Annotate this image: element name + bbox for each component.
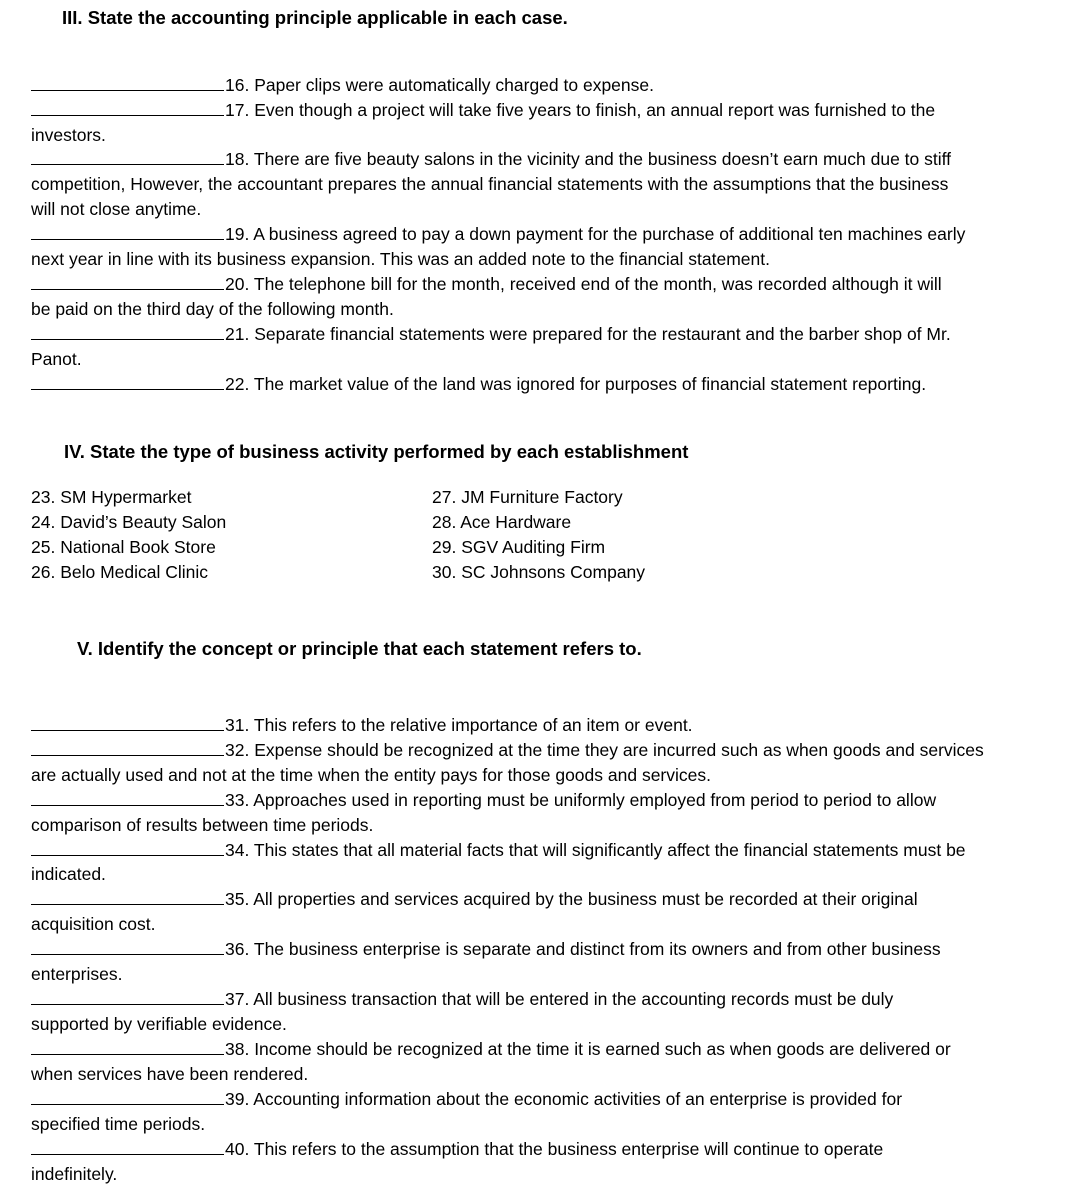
question-20-continuation: be paid on the third day of the following month. xyxy=(31,299,394,319)
question-16: 16. Paper clips were automatically charged to expense. xyxy=(31,73,1041,98)
question-36-continuation: enterprises. xyxy=(31,964,123,984)
question-17-continuation: investors. xyxy=(31,125,106,145)
answer-blank[interactable] xyxy=(31,372,224,390)
question-37-continuation: supported by verifiable evidence. xyxy=(31,1014,287,1034)
question-31: 31. This refers to the relative importance of an item or event. xyxy=(31,713,1041,738)
question-32-continuation: are actually used and not at the time when the entity pays for those goods and services. xyxy=(31,765,711,785)
question-32: 32. Expense should be recognized at the time they are incurred such as when goods and services xyxy=(31,738,1041,763)
question-33: 33. Approaches used in reporting must be uniformly employed from period to period to allow xyxy=(31,788,1041,813)
answer-blank[interactable] xyxy=(31,713,224,731)
establishment-30: 30. SC Johnsons Company xyxy=(432,562,646,582)
answer-blank[interactable] xyxy=(31,788,224,806)
establishment-29: 29. SGV Auditing Firm xyxy=(432,537,606,557)
question-37: 37. All business transaction that will be entered in the accounting records must be duly xyxy=(31,987,1041,1012)
question-22: 22. The market value of the land was ignored for purposes of financial statement reporting. xyxy=(31,372,1041,397)
question-19-continuation: next year in line with its business expansion. This was an added note to the financial statement. xyxy=(31,249,770,269)
answer-blank[interactable] xyxy=(31,322,224,340)
question-38: 38. Income should be recognized at the time it is earned such as when goods are delivered or xyxy=(31,1037,1041,1062)
establishment-28: 28. Ace Hardware xyxy=(432,512,572,532)
question-39-continuation: specified time periods. xyxy=(31,1114,206,1134)
establishment-26: 26. Belo Medical Clinic xyxy=(31,562,209,582)
question-17: 17. Even though a project will take five years to finish, an annual report was furnished to the xyxy=(31,98,1041,123)
question-21: 21. Separate financial statements were prepared for the restaurant and the barber shop of Mr. xyxy=(31,322,1041,347)
establishment-27: 27. JM Furniture Factory xyxy=(432,487,623,507)
answer-blank[interactable] xyxy=(31,838,224,856)
answer-blank[interactable] xyxy=(31,987,224,1005)
question-18-continuation: will not close anytime. xyxy=(31,199,202,219)
answer-blank[interactable] xyxy=(31,147,224,165)
question-34: 34. This states that all material facts that will significantly affect the financial statements must be xyxy=(31,838,1041,863)
answer-blank[interactable] xyxy=(31,272,224,290)
question-21-continuation: Panot. xyxy=(31,349,82,369)
establishment-24: 24. David’s Beauty Salon xyxy=(31,512,227,532)
establishment-23: 23. SM Hypermarket xyxy=(31,487,192,507)
answer-blank[interactable] xyxy=(31,937,224,955)
answer-blank[interactable] xyxy=(31,1037,224,1055)
question-20: 20. The telephone bill for the month, received end of the month, was recorded although it will xyxy=(31,272,1041,297)
question-35-continuation: acquisition cost. xyxy=(31,914,156,934)
section-5-heading: V. Identify the concept or principle that each statement refers to. xyxy=(77,638,642,659)
section-3-heading: III. State the accounting principle applicable in each case. xyxy=(62,7,568,28)
question-19: 19. A business agreed to pay a down payment for the purchase of additional ten machines early xyxy=(31,222,1041,247)
answer-blank[interactable] xyxy=(31,1087,224,1105)
question-40: 40. This refers to the assumption that the business enterprise will continue to operate xyxy=(31,1137,1041,1162)
question-33-continuation: comparison of results between time periods. xyxy=(31,815,374,835)
answer-blank[interactable] xyxy=(31,738,224,756)
question-35: 35. All properties and services acquired by the business must be recorded at their original xyxy=(31,887,1041,912)
question-18: 18. There are five beauty salons in the vicinity and the business doesn’t earn much due to stiff xyxy=(31,147,1041,172)
answer-blank[interactable] xyxy=(31,1137,224,1155)
question-18-continuation: competition, However, the accountant prepares the annual financial statements with the assumptions that the business xyxy=(31,174,949,194)
question-38-continuation: when services have been rendered. xyxy=(31,1064,309,1084)
question-40-continuation: indefinitely. xyxy=(31,1164,118,1184)
answer-blank[interactable] xyxy=(31,222,224,240)
answer-blank[interactable] xyxy=(31,887,224,905)
question-39: 39. Accounting information about the economic activities of an enterprise is provided for xyxy=(31,1087,1041,1112)
establishment-25: 25. National Book Store xyxy=(31,537,216,557)
question-34-continuation: indicated. xyxy=(31,864,106,884)
section-4-heading: IV. State the type of business activity performed by each establishment xyxy=(64,441,689,462)
answer-blank[interactable] xyxy=(31,98,224,116)
question-36: 36. The business enterprise is separate and distinct from its owners and from other business xyxy=(31,937,1041,962)
answer-blank[interactable] xyxy=(31,73,224,91)
